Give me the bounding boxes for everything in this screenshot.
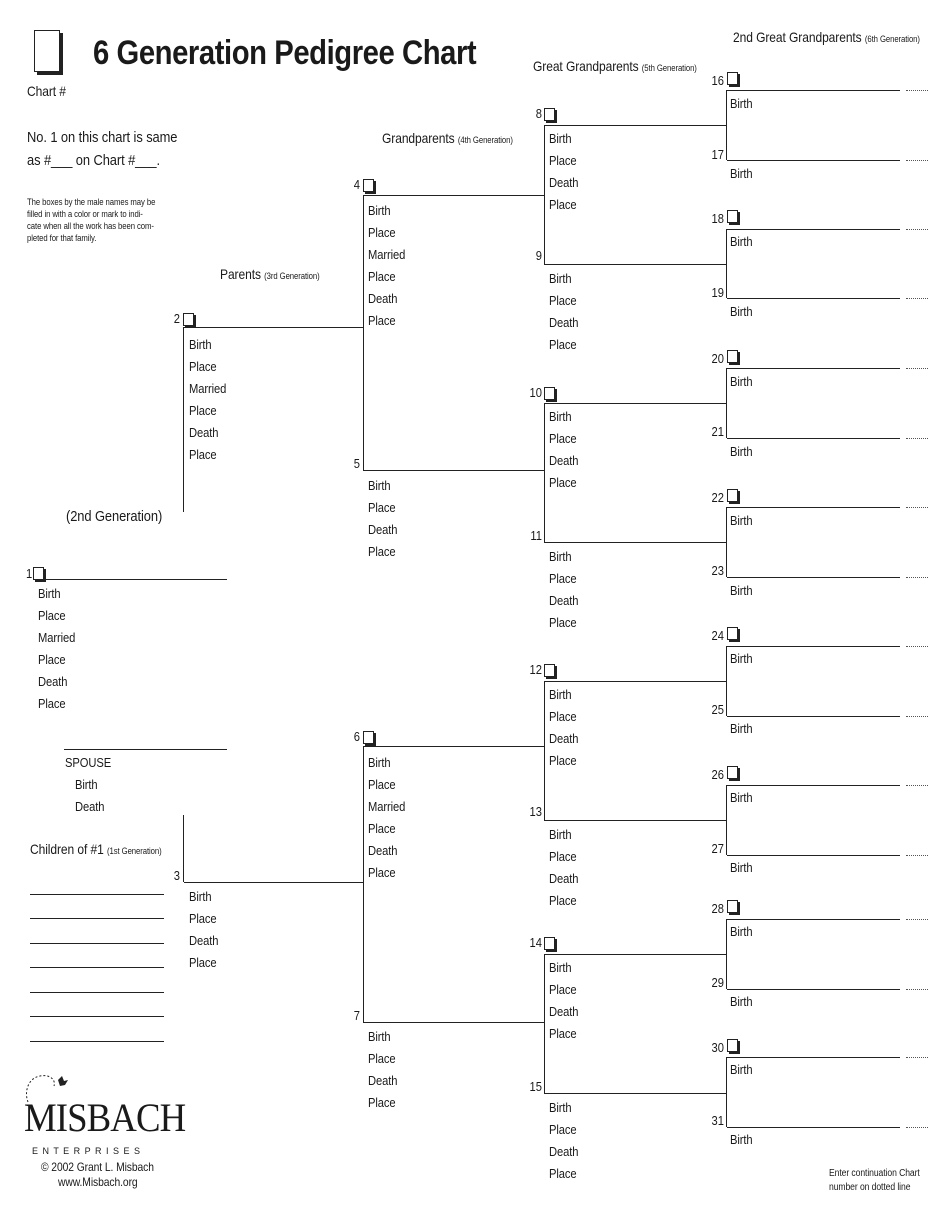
heading-3rd-generation: Parents (3rd Generation) — [220, 266, 320, 282]
person-26-checkbox[interactable] — [727, 766, 738, 779]
continuation-note-2: number on dotted line — [829, 1182, 911, 1193]
person-13-number: 13 — [529, 804, 542, 819]
person-11-number: 11 — [530, 528, 542, 543]
person-10-name-line[interactable] — [544, 403, 726, 404]
bracket-26-27 — [726, 785, 727, 855]
person-20-checkbox[interactable] — [727, 350, 738, 363]
person-18-birth: Birth — [730, 234, 753, 249]
person-2-death: Death — [189, 425, 219, 440]
chart-number-checkbox[interactable] — [34, 30, 60, 72]
person-29-name-line[interactable] — [727, 989, 900, 990]
person-23-number: 23 — [711, 563, 724, 578]
bracket-14-15 — [544, 954, 545, 1093]
person-16-number: 16 — [711, 73, 724, 88]
person-6-name-line[interactable] — [363, 746, 545, 747]
person-31-continuation[interactable] — [906, 1127, 928, 1128]
person-30-number: 30 — [711, 1040, 724, 1055]
person-1-married-place: Place — [38, 652, 66, 667]
person-25-birth: Birth — [730, 721, 753, 736]
person-5-number: 5 — [353, 456, 360, 471]
person-3-death-place: Place — [189, 955, 217, 970]
person-5-birth-place: Place — [368, 500, 396, 515]
child-line-3[interactable] — [30, 943, 164, 944]
person-26-birth: Birth — [730, 790, 753, 805]
person-22-checkbox[interactable] — [727, 489, 738, 502]
person-28-checkbox[interactable] — [727, 900, 738, 913]
person-24-number: 24 — [711, 628, 724, 643]
person-24-checkbox[interactable] — [727, 627, 738, 640]
bracket-18-19 — [726, 229, 727, 298]
person-12-death: Death — [549, 731, 579, 746]
person-31-number: 31 — [711, 1113, 724, 1128]
person-12-birth: Birth — [549, 687, 572, 702]
person-19-continuation[interactable] — [906, 298, 928, 299]
person-5-name-line[interactable] — [363, 470, 545, 471]
person-15-name-line[interactable] — [544, 1093, 726, 1094]
person-18-checkbox[interactable] — [727, 210, 738, 223]
bracket-4-5 — [363, 195, 364, 470]
person-6-number: 6 — [353, 729, 360, 744]
bracket-2-3 — [183, 327, 184, 512]
bracket-10-11 — [544, 403, 545, 542]
person-17-number: 17 — [711, 147, 724, 162]
person-1-name-line[interactable] — [44, 579, 227, 580]
person-6-death-place: Place — [368, 865, 396, 880]
person-14-birth-place: Place — [549, 982, 577, 997]
person-27-continuation[interactable] — [906, 855, 928, 856]
person-19-number: 19 — [711, 285, 724, 300]
person-9-name-line[interactable] — [544, 264, 726, 265]
person-9-death: Death — [549, 315, 579, 330]
person-21-number: 21 — [711, 424, 724, 439]
person-14-checkbox[interactable] — [544, 937, 555, 950]
person-7-name-line[interactable] — [363, 1022, 545, 1023]
person-15-death-place: Place — [549, 1166, 577, 1181]
person-16-birth: Birth — [730, 96, 753, 111]
person-21-continuation[interactable] — [906, 438, 928, 439]
person-4-married: Married — [368, 247, 406, 262]
person-21-name-line[interactable] — [727, 438, 900, 439]
person-16-continuation[interactable] — [906, 90, 928, 91]
person-8-birth-place: Place — [549, 153, 577, 168]
person-9-death-place: Place — [549, 337, 577, 352]
person-9-birth-place: Place — [549, 293, 577, 308]
person-25-number: 25 — [711, 702, 724, 717]
person-31-birth: Birth — [730, 1132, 753, 1147]
person-8-birth: Birth — [549, 131, 572, 146]
person-10-birth-place: Place — [549, 431, 577, 446]
person-12-death-place: Place — [549, 753, 577, 768]
person-30-checkbox[interactable] — [727, 1039, 738, 1052]
person-16-checkbox[interactable] — [727, 72, 738, 85]
person-8-checkbox[interactable] — [544, 108, 555, 121]
spouse-birth: Birth — [75, 777, 98, 792]
person-21-birth: Birth — [730, 444, 753, 459]
person-2-birth: Birth — [189, 337, 212, 352]
person-18-continuation[interactable] — [906, 229, 928, 230]
person-12-name-line[interactable] — [544, 681, 726, 682]
person-29-birth: Birth — [730, 994, 753, 1009]
person-20-number: 20 — [711, 351, 724, 366]
person-22-name-line[interactable] — [727, 507, 900, 508]
person-15-birth: Birth — [549, 1100, 572, 1115]
person-12-checkbox[interactable] — [544, 664, 555, 677]
person-3-name-line[interactable] — [184, 882, 363, 883]
intro-line-2: as #___ on Chart #___. — [27, 152, 160, 169]
person-2-birth-place: Place — [189, 359, 217, 374]
person-9-birth: Birth — [549, 271, 572, 286]
person-3-death: Death — [189, 933, 219, 948]
person-22-continuation[interactable] — [906, 507, 928, 508]
person-6-birth-place: Place — [368, 777, 396, 792]
child-line-1[interactable] — [30, 894, 164, 895]
person-1-death: Death — [38, 674, 68, 689]
bracket-3 — [183, 815, 184, 882]
website-link[interactable]: www.Misbach.org — [58, 1175, 138, 1189]
person-15-number: 15 — [529, 1079, 542, 1094]
person-9-number: 9 — [535, 248, 542, 263]
spouse-label: SPOUSE — [65, 755, 112, 770]
page-title: 6 Generation Pedigree Chart — [93, 34, 477, 72]
person-1-married: Married — [38, 630, 76, 645]
person-31-name-line[interactable] — [727, 1127, 900, 1128]
person-10-death-place: Place — [549, 475, 577, 490]
intro-note-4: pleted for that family. — [27, 233, 97, 243]
person-1-birth-place: Place — [38, 608, 66, 623]
person-4-married-place: Place — [368, 269, 396, 284]
person-4-birth: Birth — [368, 203, 391, 218]
person-10-number: 10 — [529, 385, 542, 400]
person-1-checkbox[interactable] — [33, 567, 44, 580]
bracket-28-29 — [726, 919, 727, 989]
child-line-2[interactable] — [30, 918, 164, 919]
person-4-checkbox[interactable] — [363, 179, 374, 192]
person-24-birth: Birth — [730, 651, 753, 666]
person-23-birth: Birth — [730, 583, 753, 598]
person-6-married: Married — [368, 799, 406, 814]
person-14-number: 14 — [529, 935, 542, 950]
person-10-death: Death — [549, 453, 579, 468]
person-4-name-line[interactable] — [363, 195, 545, 196]
bracket-12-13 — [544, 681, 545, 820]
person-25-name-line[interactable] — [727, 716, 900, 717]
intro-line-1: No. 1 on this chart is same — [27, 129, 178, 146]
misbach-logo-subtitle: E N T E R P R I S E S — [32, 1146, 142, 1156]
intro-note-2: filled in with a color or mark to indi- — [27, 209, 143, 219]
bracket-20-21 — [726, 368, 727, 438]
person-12-number: 12 — [529, 662, 542, 677]
person-13-birth: Birth — [549, 827, 572, 842]
person-8-name-line[interactable] — [544, 125, 726, 126]
person-2-married: Married — [189, 381, 227, 396]
person-26-number: 26 — [711, 767, 724, 782]
bracket-24-25 — [726, 646, 727, 716]
person-18-name-line[interactable] — [727, 229, 900, 230]
person-27-number: 27 — [711, 841, 724, 856]
person-8-death: Death — [549, 175, 579, 190]
person-7-death-place: Place — [368, 1095, 396, 1110]
person-24-name-line[interactable] — [727, 646, 900, 647]
heading-2nd-generation: (2nd Generation) — [66, 508, 163, 525]
heading-4th-generation: Grandparents (4th Generation) — [382, 130, 513, 146]
person-4-death: Death — [368, 291, 398, 306]
person-6-checkbox[interactable] — [363, 731, 374, 744]
person-11-birth: Birth — [549, 549, 572, 564]
person-26-name-line[interactable] — [727, 785, 900, 786]
child-line-6[interactable] — [30, 1016, 164, 1017]
person-11-birth-place: Place — [549, 571, 577, 586]
person-6-death: Death — [368, 843, 398, 858]
intro-note-1: The boxes by the male names may be — [27, 197, 156, 207]
person-8-death-place: Place — [549, 197, 577, 212]
person-3-birth: Birth — [189, 889, 212, 904]
continuation-note-1: Enter continuation Chart — [829, 1168, 920, 1179]
copyright-text: © 2002 Grant L. Misbach — [41, 1160, 154, 1174]
person-30-continuation[interactable] — [906, 1057, 928, 1058]
person-2-name-line[interactable] — [184, 327, 363, 328]
bracket-22-23 — [726, 507, 727, 577]
spouse-death: Death — [75, 799, 105, 814]
person-13-death-place: Place — [549, 893, 577, 908]
person-26-continuation[interactable] — [906, 785, 928, 786]
child-line-4[interactable] — [30, 967, 164, 968]
person-11-name-line[interactable] — [544, 542, 726, 543]
person-29-number: 29 — [711, 975, 724, 990]
person-6-birth: Birth — [368, 755, 391, 770]
person-7-birth-place: Place — [368, 1051, 396, 1066]
person-27-name-line[interactable] — [727, 855, 900, 856]
person-28-birth: Birth — [730, 924, 753, 939]
person-13-birth-place: Place — [549, 849, 577, 864]
intro-note-3: cate when all the work has been com- — [27, 221, 154, 231]
person-17-continuation[interactable] — [906, 160, 928, 161]
chart-number-label: Chart # — [27, 83, 66, 99]
person-5-death-place: Place — [368, 544, 396, 559]
person-6-married-place: Place — [368, 821, 396, 836]
person-1-death-place: Place — [38, 696, 66, 711]
person-5-death: Death — [368, 522, 398, 537]
person-20-birth: Birth — [730, 374, 753, 389]
person-4-number: 4 — [353, 177, 360, 192]
person-13-name-line[interactable] — [544, 820, 726, 821]
person-11-death-place: Place — [549, 615, 577, 630]
child-line-7[interactable] — [30, 1041, 164, 1042]
person-20-name-line[interactable] — [727, 368, 900, 369]
person-17-birth: Birth — [730, 166, 753, 181]
person-2-death-place: Place — [189, 447, 217, 462]
person-5-birth: Birth — [368, 478, 391, 493]
person-22-number: 22 — [711, 490, 724, 505]
person-19-name-line[interactable] — [727, 298, 900, 299]
person-23-continuation[interactable] — [906, 577, 928, 578]
person-2-married-place: Place — [189, 403, 217, 418]
person-14-name-line[interactable] — [544, 954, 726, 955]
person-3-birth-place: Place — [189, 911, 217, 926]
misbach-logo-text: MISBACH — [24, 1095, 186, 1140]
person-1-birth: Birth — [38, 586, 61, 601]
person-7-death: Death — [368, 1073, 398, 1088]
person-10-birth: Birth — [549, 409, 572, 424]
person-15-birth-place: Place — [549, 1122, 577, 1137]
person-24-continuation[interactable] — [906, 646, 928, 647]
person-29-continuation[interactable] — [906, 989, 928, 990]
spouse-name-line[interactable] — [64, 749, 227, 750]
child-line-5[interactable] — [30, 992, 164, 993]
person-4-birth-place: Place — [368, 225, 396, 240]
person-13-death: Death — [549, 871, 579, 886]
bracket-6-7 — [363, 746, 364, 1022]
heading-6th-generation: 2nd Great Grandparents (6th Generation) — [733, 29, 920, 45]
person-15-death: Death — [549, 1144, 579, 1159]
person-8-number: 8 — [535, 106, 542, 121]
person-17-name-line[interactable] — [727, 160, 900, 161]
person-20-continuation[interactable] — [906, 368, 928, 369]
person-12-birth-place: Place — [549, 709, 577, 724]
person-28-continuation[interactable] — [906, 919, 928, 920]
person-14-birth: Birth — [549, 960, 572, 975]
person-11-death: Death — [549, 593, 579, 608]
bracket-8-9 — [544, 125, 545, 264]
person-22-birth: Birth — [730, 513, 753, 528]
person-10-checkbox[interactable] — [544, 387, 555, 400]
person-14-death-place: Place — [549, 1026, 577, 1041]
person-7-number: 7 — [353, 1008, 360, 1023]
bracket-16-17 — [726, 90, 727, 160]
person-30-name-line[interactable] — [727, 1057, 900, 1058]
person-18-number: 18 — [711, 211, 724, 226]
person-7-birth: Birth — [368, 1029, 391, 1044]
person-19-birth: Birth — [730, 304, 753, 319]
person-4-death-place: Place — [368, 313, 396, 328]
person-28-number: 28 — [711, 901, 724, 916]
person-1-number: 1 — [26, 566, 33, 581]
heading-1st-generation: Children of #1 (1st Generation) — [30, 841, 162, 857]
person-14-death: Death — [549, 1004, 579, 1019]
heading-5th-generation: Great Grandparents (5th Generation) — [533, 58, 697, 74]
person-3-number: 3 — [173, 868, 180, 883]
person-30-birth: Birth — [730, 1062, 753, 1077]
bracket-30-31 — [726, 1057, 727, 1127]
person-2-number: 2 — [173, 311, 180, 326]
person-2-checkbox[interactable] — [183, 313, 194, 326]
person-25-continuation[interactable] — [906, 716, 928, 717]
person-27-birth: Birth — [730, 860, 753, 875]
person-23-name-line[interactable] — [727, 577, 900, 578]
person-16-name-line[interactable] — [727, 90, 900, 91]
person-28-name-line[interactable] — [727, 919, 900, 920]
